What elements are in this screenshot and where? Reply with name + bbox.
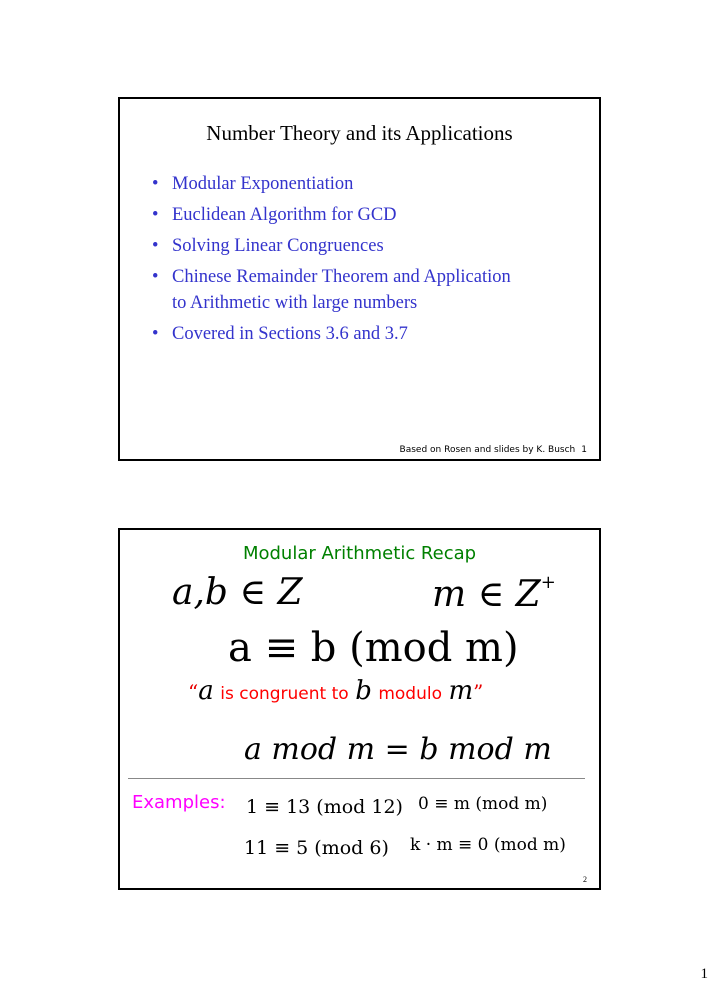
list-item: • Modular Exponentiation: [152, 171, 592, 197]
bullet-icon: •: [152, 174, 159, 194]
divider: [128, 778, 585, 779]
list-item: • Solving Linear Congruences: [152, 233, 592, 259]
slide-title: Number Theory and its Applications: [206, 121, 513, 145]
footer-credit: Based on Rosen and slides by K. Busch: [399, 445, 576, 455]
slide-title: Modular Arithmetic Recap: [242, 543, 477, 564]
math-congruence: a ≡ b (mod m): [228, 625, 519, 671]
slide-1: [118, 97, 601, 461]
example-2: 0 ≡ m (mod m): [418, 794, 548, 814]
page-number: 1: [700, 966, 708, 982]
examples-label: Examples:: [132, 792, 226, 813]
list-item: • Chinese Remainder Theorem and Application to Arithmetic with large numbers: [152, 264, 592, 316]
slide-footer: [400, 445, 587, 455]
slide-number: 2: [583, 875, 587, 884]
bullet-icon: •: [152, 236, 159, 256]
list-item: • Covered in Sections 3.6 and 3.7: [152, 321, 592, 347]
bullet-icon: •: [152, 324, 159, 344]
bullet-icon: •: [152, 267, 159, 287]
example-3: 11 ≡ 5 (mod 6): [244, 837, 389, 859]
example-4: k · m ≡ 0 (mod m): [410, 835, 566, 855]
congruence-reading: “a is congruent to b modulo m”: [188, 676, 484, 706]
math-definition: a mod m = b mod m: [244, 732, 552, 767]
slide-number: 1: [581, 445, 587, 455]
bullet-list: [152, 171, 592, 352]
slide-2: [118, 528, 601, 890]
list-item: • Euclidean Algorithm for GCD: [152, 202, 592, 228]
math-set-ab: a,b ∈ Z: [172, 572, 303, 613]
example-1: 1 ≡ 13 (mod 12): [246, 796, 403, 818]
bullet-icon: •: [152, 205, 159, 225]
math-set-m: m ∈ Z+: [432, 572, 556, 615]
